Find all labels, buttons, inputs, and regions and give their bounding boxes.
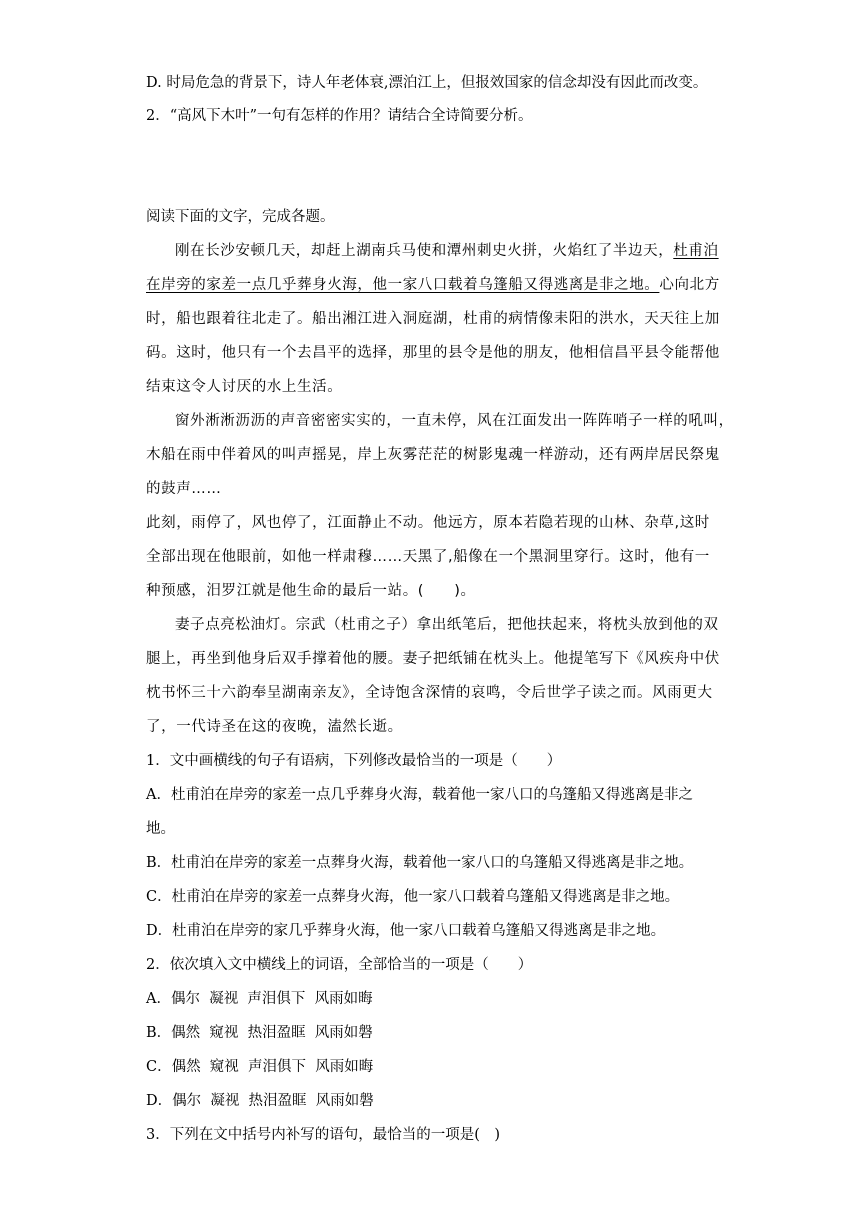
question-1-option-a-cont: 地。 <box>146 821 175 837</box>
passage-p1-line2 <box>146 276 726 294</box>
passage-p3-line2: 全部出现在他眼前，如他一样肃穆……天黑了,船像在一个黑洞里穿行。这时，他有一 <box>146 549 710 565</box>
question-2-stem: 2．依次填入文中横线上的词语，全部恰当的一项是（ ） <box>146 957 533 973</box>
passage-p3-line1: 此刻，雨停了，风也停了，江面静止不动。他远方，原本若隐若现的山林、杂草,这时 <box>146 515 710 531</box>
passage-p2-line3: 的鼓声…… <box>146 481 222 497</box>
passage-p1-line1 <box>175 242 726 260</box>
question-1-option-c: C．杜甫泊在岸旁的家差一点葬身火海，他一家八口载着乌篷船又得逃离是非之地。 <box>146 889 680 905</box>
passage-p4-line2: 腿上，再坐到他身后双手撑着他的腰。妻子把纸铺在枕头上。他提笔写下《风疾舟中伏 <box>146 651 720 667</box>
passage-p2-line2: 木船在雨中伴着风的叫声摇晃，岸上灰雾茫茫的树影鬼魂一样游动，还有两岸居民祭鬼 <box>146 447 720 463</box>
passage-p4-line4: 了，一代诗圣在这的夜晚，溘然长逝。 <box>146 719 403 735</box>
question-2-option-a: A．偶尔 凝视 声泪俱下 风雨如晦 <box>146 991 373 1007</box>
question-3-stem: 3．下列在文中括号内补写的语句，最恰当的一项是( ) <box>146 1127 501 1143</box>
passage-text: 刚在长沙安顿几天，却赶上湖南兵马使和潭州刺史火拼，火焰红了半边天， <box>175 243 674 259</box>
passage-p1-line4: 码。这时，他只有一个去昌平的选择，那里的县令是他的朋友，他相信昌平县令能帮他 <box>146 345 720 361</box>
passage-p3-line3: 种预感，汨罗江就是他生命的最后一站。( )。 <box>146 583 476 599</box>
passage-p4-line3: 枕书怀三十六韵奉呈湖南亲友》，全诗饱含深情的哀鸣，令后世学子读之而。风雨更大 <box>146 685 713 701</box>
passage-p2-line1: 窗外淅淅沥沥的声音密密实实的，一直未停，风在江面发出一阵阵哨子一样的吼叫， <box>175 413 734 429</box>
previous-question-2: 2．“高风下木叶”一句有怎样的作用？请结合全诗简要分析。 <box>146 108 533 124</box>
question-1-option-b: B．杜甫泊在岸旁的家差一点葬身火海，载着他一家八口的乌篷船又得逃离是非之地。 <box>146 855 694 871</box>
passage-text: 心向北方 <box>659 277 720 293</box>
passage-p4-line1: 妻子点亮松油灯。宗武（杜甫之子）拿出纸笔后，把他扶起来，将枕头放到他的双 <box>175 617 719 633</box>
passage-p1-line5: 结束这令人讨厌的水上生活。 <box>146 379 343 395</box>
reading-instruction: 阅读下面的文字，完成各题。 <box>146 209 335 225</box>
passage-p1-line3: 时，船也跟着往北走了。船出湘江进入洞庭湖，杜甫的病情像耒阳的洪水，天天往上加 <box>146 311 720 327</box>
previous-option-d: D. 时局危急的背景下，诗人年老体衰,漂泊江上，但报效国家的信念却没有因此而改变。 <box>146 75 708 91</box>
question-2-option-d: D．偶尔 凝视 热泪盈眶 风雨如磐 <box>146 1093 374 1109</box>
question-1-stem: 1．文中画横线的句子有语病，下列修改最恰当的一项是（ ） <box>146 753 562 769</box>
underlined-sentence: 在岸旁的家差一点几乎葬身火海，他一家八口载着乌篷船又得逃离是非之地。 <box>146 277 660 293</box>
underlined-sentence: 杜甫泊 <box>673 243 719 259</box>
question-1-option-a: A．杜甫泊在岸旁的家差一点几乎葬身火海，载着他一家八口的乌篷船又得逃离是非之 <box>146 787 693 803</box>
question-2-option-c: C．偶然 窥视 声泪俱下 风雨如晦 <box>146 1059 374 1075</box>
question-2-option-b: B．偶然 窥视 热泪盈眶 风雨如磐 <box>146 1025 373 1041</box>
question-1-option-d: D．杜甫泊在岸旁的家几乎葬身火海，他一家八口载着乌篷船又得逃离是非之地。 <box>146 923 666 939</box>
